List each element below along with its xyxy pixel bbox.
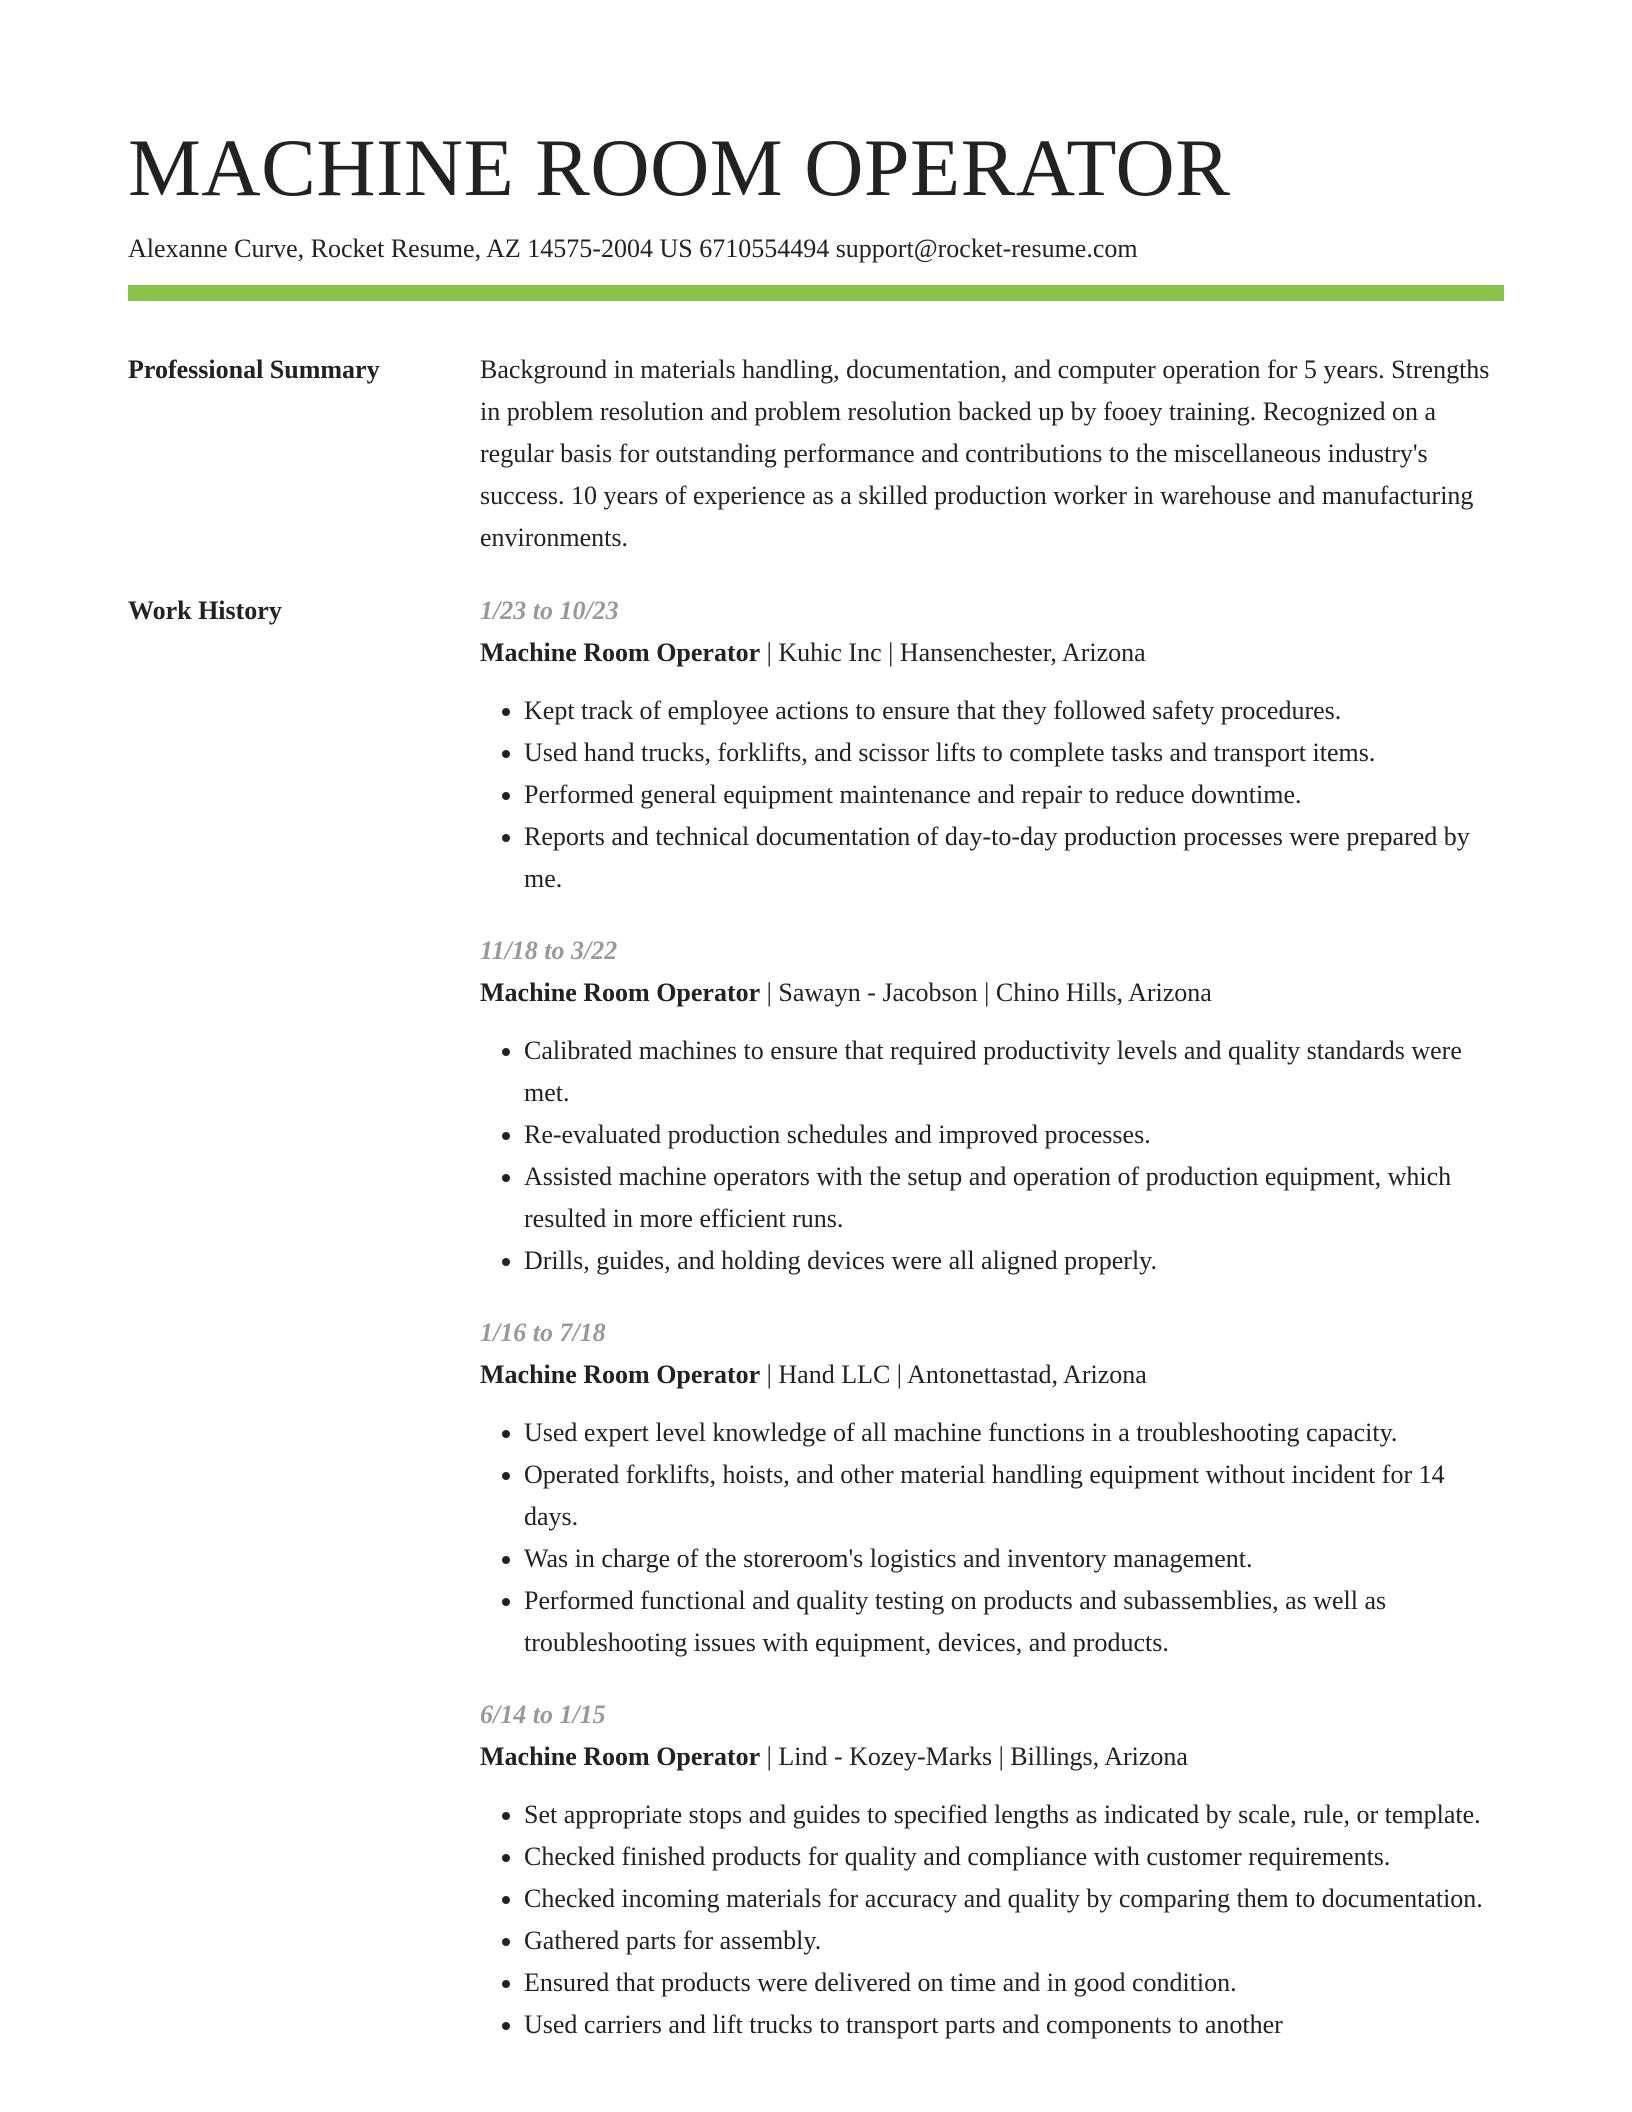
- job-bullet-list: [480, 1030, 1504, 1282]
- contact-info: Alexanne Curve, Rocket Resume, AZ 14575-2004 US 6710554494 support@rocket-resume.com: [128, 234, 1138, 263]
- job-bullet: • Drills, guides, and holding devices were all aligned properly.: [524, 1240, 1504, 1282]
- job-title-line: [480, 1354, 1504, 1396]
- job-details: | Hand LLC | Antonettastad, Arizona: [760, 1360, 1147, 1389]
- job-bullet: • Reports and technical documentation of day-to-day production processes were prepared by me.: [524, 816, 1504, 900]
- job-entry: [480, 1312, 1504, 1664]
- job-bullet: • Calibrated machines to ensure that required productivity levels and quality standards were met.: [524, 1030, 1504, 1114]
- job-bullet: • Performed functional and quality testing on products and subassemblies, as well as troubleshooting issues with equipment, devices, and products.: [524, 1580, 1504, 1664]
- job-entry: [480, 590, 1504, 900]
- job-title-line: [480, 632, 1504, 674]
- job-bullet-list: [480, 690, 1504, 900]
- section-heading-work: Work History: [128, 596, 282, 625]
- job-dates: 1/23 to 10/23: [480, 596, 619, 625]
- job-title-line: [480, 972, 1504, 1014]
- job-dates: 11/18 to 3/22: [480, 936, 618, 965]
- job-dates: 1/16 to 7/18: [480, 1318, 606, 1347]
- job-dates: 6/14 to 1/15: [480, 1700, 606, 1729]
- job-bullet: • Gathered parts for assembly.: [524, 1920, 1504, 1962]
- job-bullet: • Was in charge of the storeroom's logistics and inventory management.: [524, 1538, 1504, 1580]
- job-title: Machine Room Operator: [480, 978, 761, 1007]
- job-details: | Lind - Kozey-Marks | Billings, Arizona: [760, 1742, 1188, 1771]
- job-title-line: [480, 1736, 1504, 1778]
- summary-body: [480, 349, 1504, 559]
- job-bullet-list: [480, 1794, 1504, 2046]
- job-bullet: • Kept track of employee actions to ensure that they followed safety procedures.: [524, 690, 1504, 732]
- work-history-section: [128, 590, 1504, 2046]
- job-title: Machine Room Operator: [480, 1360, 761, 1389]
- job-bullet: • Checked finished products for quality and compliance with customer requirements.: [524, 1836, 1504, 1878]
- job-bullet-list: [480, 1412, 1504, 1664]
- professional-summary-section: [128, 349, 1504, 559]
- section-heading-summary: Professional Summary: [128, 355, 380, 384]
- resume-title: MACHINE ROOM OPERATOR: [128, 122, 1231, 213]
- job-entry: [480, 930, 1504, 1282]
- job-bullet: • Operated forklifts, hoists, and other material handling equipment without incident for 14 days.: [524, 1454, 1504, 1538]
- resume-page: [128, 0, 1504, 2046]
- job-title: Machine Room Operator: [480, 1742, 761, 1771]
- accent-divider: [128, 285, 1504, 301]
- job-entry: [480, 1694, 1504, 2046]
- summary-text: Background in materials handling, documentation, and computer operation for 5 years. Strengths in problem resolution and problem resolution backed up by fooey training. Recognized on a regular basis for outstanding performance and contributions to the miscellaneous industry's success. 10 years of experience as a skilled production worker in warehouse and manufacturing environments.: [480, 355, 1490, 552]
- job-bullet: • Performed general equipment maintenance and repair to reduce downtime.: [524, 774, 1504, 816]
- job-bullet: • Used carriers and lift trucks to transport parts and components to another: [524, 2004, 1504, 2046]
- job-bullet: • Ensured that products were delivered on time and in good condition.: [524, 1962, 1504, 2004]
- job-bullet: • Assisted machine operators with the setup and operation of production equipment, which resulted in more efficient runs.: [524, 1156, 1504, 1240]
- job-bullet: • Used hand trucks, forklifts, and scissor lifts to complete tasks and transport items.: [524, 732, 1504, 774]
- job-details: | Kuhic Inc | Hansenchester, Arizona: [760, 638, 1146, 667]
- job-title: Machine Room Operator: [480, 638, 761, 667]
- job-bullet: • Re-evaluated production schedules and improved processes.: [524, 1114, 1504, 1156]
- job-bullet: • Checked incoming materials for accuracy and quality by comparing them to documentation.: [524, 1878, 1504, 1920]
- job-bullet: • Used expert level knowledge of all machine functions in a troubleshooting capacity.: [524, 1412, 1504, 1454]
- job-bullet: • Set appropriate stops and guides to specified lengths as indicated by scale, rule, or template.: [524, 1794, 1504, 1836]
- work-history-body: [480, 590, 1504, 2046]
- job-details: | Sawayn - Jacobson | Chino Hills, Arizona: [760, 978, 1212, 1007]
